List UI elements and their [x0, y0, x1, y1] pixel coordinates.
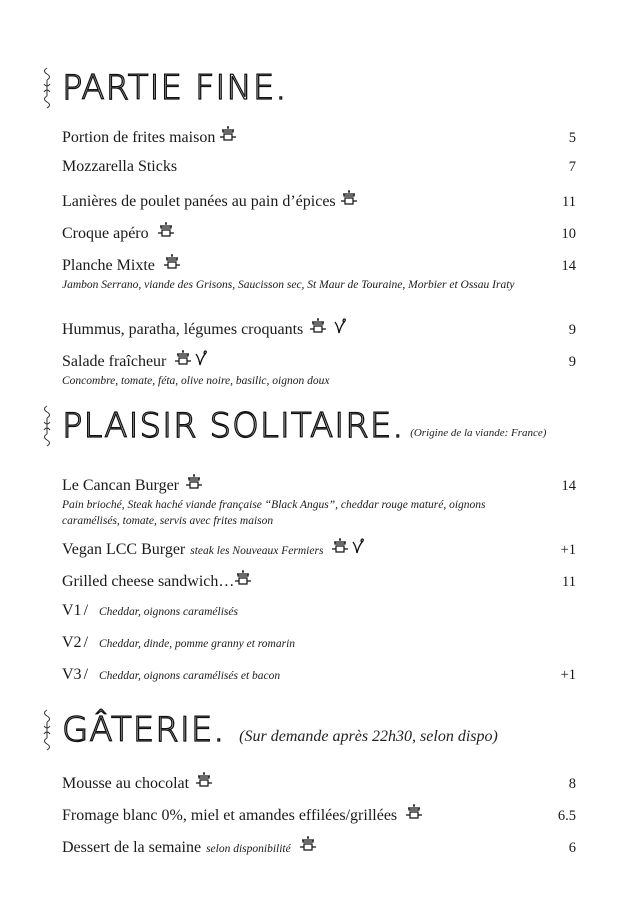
- item-price: 5: [568, 130, 576, 146]
- item-price: 7: [568, 159, 576, 175]
- variant-label: V1: [62, 602, 82, 619]
- item-name: Hummus, paratha, légumes croquants: [62, 321, 304, 338]
- item-name: Mozzarella Sticks: [62, 158, 178, 175]
- variant-row: [62, 666, 576, 684]
- item-price: 10: [561, 226, 576, 242]
- variant-separator: /: [83, 634, 89, 651]
- item-price: +1: [560, 542, 576, 558]
- item-name: Grilled cheese sandwich…: [62, 573, 235, 590]
- item-subtitle: steak les Nouveaux Fermiers: [190, 545, 324, 557]
- homemade-pot-icon: [340, 190, 358, 206]
- menu-item: [62, 318, 576, 339]
- item-price: 6: [568, 840, 576, 856]
- section-header-partie-fine: [40, 66, 287, 110]
- item-price: 9: [568, 322, 576, 338]
- item-name: Mousse au chocolat: [62, 775, 190, 792]
- menu-item: [62, 804, 576, 825]
- variant-label: V3: [62, 666, 82, 683]
- section-header-gaterie: [40, 708, 498, 752]
- homemade-pot-icon: [157, 222, 175, 238]
- item-description: Pain brioché, Steak haché viande française “Black Angus”, cheddar rouge maturé, oignons caramélisés, tomate, servis avec frites maison: [62, 499, 486, 527]
- item-price: 14: [561, 258, 576, 274]
- section-title: PLAISIR SOLITAIRE.: [62, 406, 405, 446]
- section-title: PARTIE FINE.: [62, 68, 288, 108]
- item-name: Portion de frites maison: [62, 129, 216, 146]
- item-name: Salade fraîcheur: [62, 353, 167, 370]
- variant-label: V2: [62, 634, 82, 651]
- item-price: 6.5: [557, 808, 576, 824]
- menu-item: [62, 570, 576, 591]
- item-name: Le Cancan Burger: [62, 477, 179, 494]
- menu-item: [62, 772, 576, 793]
- item-name: Dessert de la semaine: [62, 839, 202, 856]
- section-note: (Origine de la viande: France): [410, 427, 547, 439]
- homemade-pot-icon: [174, 350, 192, 366]
- menu-item: [62, 474, 576, 529]
- item-name: Fromage blanc 0%, miel et amandes effilées/grillées: [62, 807, 398, 824]
- menu-item: [62, 350, 576, 389]
- item-description: Jambon Serrano, viande des Grisons, Saucisson sec, St Maur de Touraine, Morbier et Ossau Iraty: [62, 279, 515, 291]
- variant-row: [62, 602, 576, 620]
- homemade-pot-icon: [195, 772, 213, 788]
- variant-separator: /: [83, 666, 89, 683]
- menu-item: [62, 222, 576, 243]
- leaf-sprout-icon: [333, 318, 347, 334]
- section-title: GÂTERIE.: [62, 710, 226, 750]
- menu-item: [62, 190, 576, 211]
- menu-item: [62, 836, 576, 857]
- ornament-icon: [40, 404, 54, 448]
- item-price: +1: [560, 667, 576, 683]
- variant-separator: /: [83, 602, 89, 619]
- homemade-pot-icon: [234, 570, 252, 586]
- menu-item: [62, 538, 576, 559]
- item-name: Lanières de poulet panées au pain d’épices: [62, 193, 336, 210]
- leaf-sprout-icon: [194, 350, 208, 366]
- item-price: 9: [568, 354, 576, 370]
- item-price: 11: [562, 574, 576, 590]
- item-name: Planche Mixte: [62, 257, 155, 274]
- homemade-pot-icon: [405, 804, 423, 820]
- ornament-icon: [40, 708, 54, 752]
- homemade-pot-icon: [331, 538, 349, 554]
- item-price: 14: [561, 478, 576, 494]
- homemade-pot-icon: [299, 836, 317, 852]
- menu-item: [62, 254, 576, 293]
- item-price: 11: [562, 194, 576, 210]
- variant-description: Cheddar, oignons caramélisés et bacon: [99, 670, 281, 682]
- item-name: Vegan LCC Burger: [62, 541, 186, 558]
- item-description: Concombre, tomate, féta, olive noire, basilic, oignon doux: [62, 375, 330, 387]
- item-name: Croque apéro: [62, 225, 149, 242]
- item-subtitle: selon disponibilité: [206, 843, 291, 855]
- variant-description: Cheddar, dinde, pomme granny et romarin: [99, 638, 296, 650]
- homemade-pot-icon: [185, 474, 203, 490]
- section-header-plaisir-solitaire: [40, 404, 546, 448]
- menu-item: [62, 126, 576, 147]
- leaf-sprout-icon: [351, 538, 365, 554]
- variant-description: Cheddar, oignons caramélisés: [99, 606, 238, 618]
- section-note: (Sur demande après 22h30, selon dispo): [239, 728, 498, 745]
- ornament-icon: [40, 66, 54, 110]
- item-price: 8: [568, 776, 576, 792]
- variant-row: [62, 634, 576, 652]
- homemade-pot-icon: [219, 126, 237, 142]
- menu-item: [62, 158, 576, 176]
- homemade-pot-icon: [309, 318, 327, 334]
- homemade-pot-icon: [163, 254, 181, 270]
